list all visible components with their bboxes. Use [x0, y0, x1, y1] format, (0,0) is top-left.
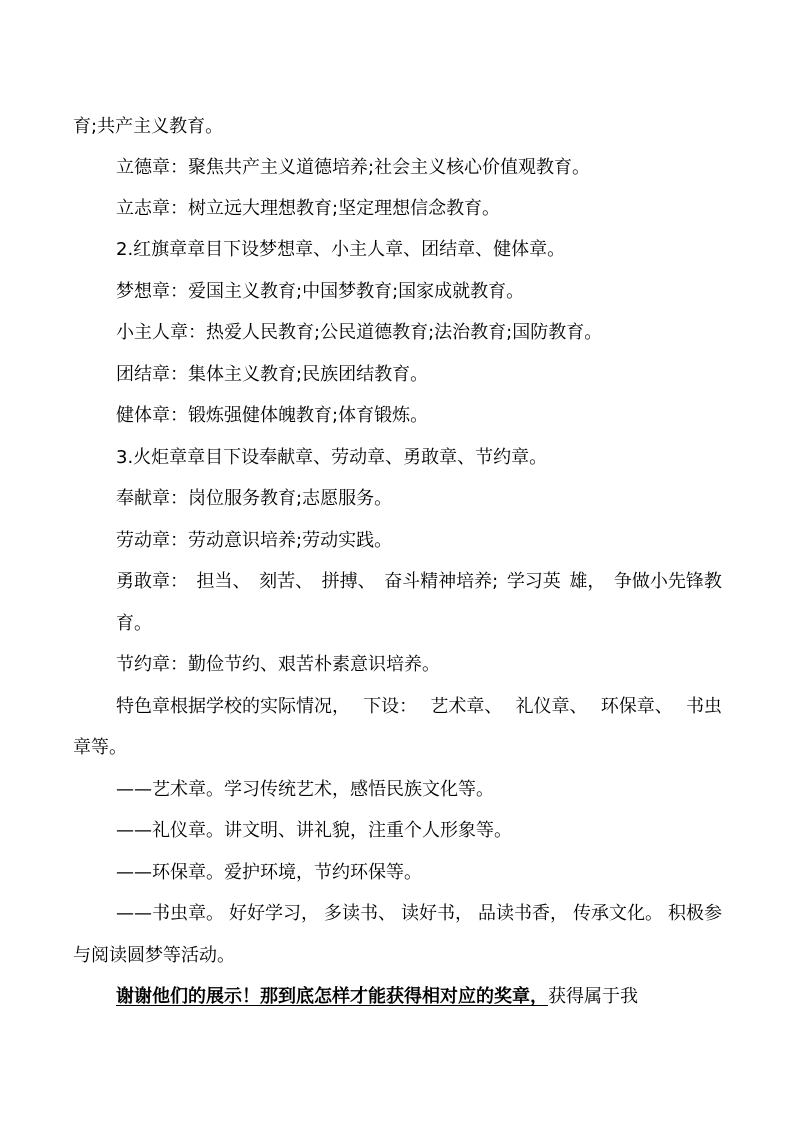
text-segment: 争做小先锋教	[613, 571, 722, 592]
justified-line	[0, 899, 793, 929]
text-line: 梦想章：爱国主义教育;中国梦教育;国家成就教育。	[116, 281, 525, 302]
text-segment: 勇敢章：	[116, 571, 188, 592]
text-line: 2.红旗章章目下设梦想章、小主人章、团结章、健体章。	[116, 239, 566, 260]
text-line: 健体章：锻炼强健体魄教育;体育锻炼。	[116, 405, 429, 426]
text-segment: ——书虫章。	[116, 903, 224, 924]
text-segment: 学习英	[506, 571, 561, 592]
text-line: 章等。	[73, 737, 127, 758]
text-line: 小主人章：热爱人民教育;公民道德教育;法治教育;国防教育。	[116, 322, 603, 343]
text-segment: 艺术章、	[430, 696, 503, 717]
text-line: 3.火炬章章目下设奉献章、劳动章、勇敢章、节约章。	[116, 447, 548, 468]
text-segment: 下设：	[363, 696, 418, 717]
text-segment: 品读书香，	[478, 903, 568, 924]
text-segment: 担当、	[196, 571, 251, 592]
text-segment: 雄，	[569, 571, 606, 592]
text-segment: 获得属于我	[548, 986, 638, 1007]
text-line: 育。	[116, 613, 152, 634]
text-line: 育;共产主义教育。	[73, 116, 224, 137]
text-line: 立志章：树立远大理想教育;坚定理想信念教育。	[116, 198, 501, 219]
text-segment: 书虫	[685, 696, 722, 717]
text-segment: 特色章根据学校的实际情况，	[116, 696, 350, 717]
text-segment: 积极参	[668, 903, 722, 924]
text-line: ——环保章。爱护环境，节约环保等。	[116, 862, 422, 883]
text-segment: 环保章、	[600, 696, 673, 717]
text-line	[0, 982, 793, 1012]
text-segment: 传承文化。	[573, 903, 663, 924]
text-segment: 刻苦、	[259, 571, 314, 592]
text-segment: 礼仪章、	[515, 696, 588, 717]
justified-line	[0, 567, 793, 597]
text-line: 节约章：勤俭节约、艰苦朴素意识培养。	[116, 654, 440, 675]
text-line: 与阅读圆梦等活动。	[73, 945, 235, 966]
text-line: 立德章：聚焦共产主义道德培养;社会主义核心价值观教育。	[116, 157, 591, 178]
text-segment: 读好书，	[401, 903, 473, 924]
text-line: 奉献章：岗位服务教育;志愿服务。	[116, 488, 393, 509]
text-line: 团结章：集体主义教育;民族团结教育。	[116, 364, 429, 385]
text-line: ——艺术章。学习传统艺术，感悟民族文化等。	[116, 779, 494, 800]
text-segment: 拼搏、	[321, 571, 376, 592]
text-line: ——礼仪章。讲文明、讲礼貌，注重个人形象等。	[116, 820, 512, 841]
text-segment: 奋斗精神培养;	[384, 571, 499, 592]
emphasized-text: 谢谢他们的展示！那到底怎样才能获得相对应的奖章，	[116, 986, 548, 1007]
text-segment: 好好学习，	[229, 903, 319, 924]
justified-line	[0, 692, 793, 722]
text-segment: 多读书、	[324, 903, 396, 924]
text-line: 劳动章：劳动意识培养;劳动实践。	[116, 530, 393, 551]
